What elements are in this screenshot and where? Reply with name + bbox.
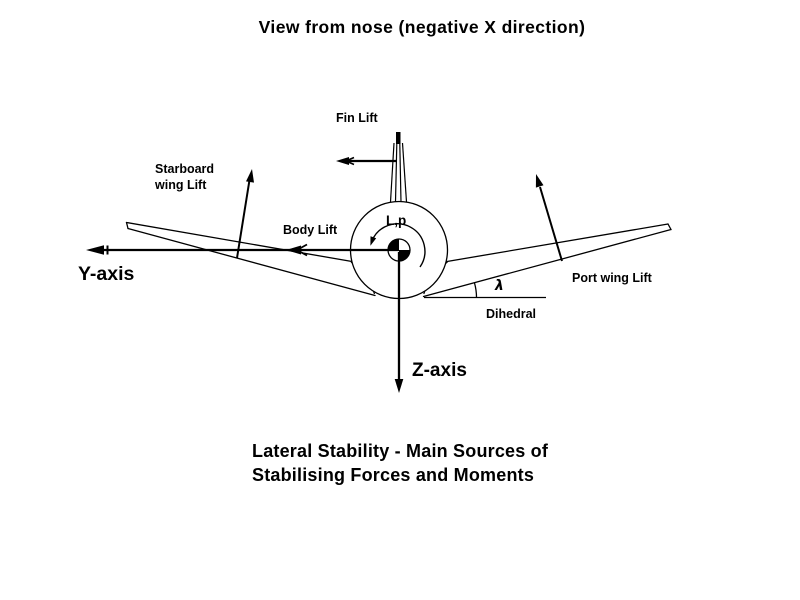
y-axis-label: Y-axis [78, 263, 135, 285]
vertical-fin [391, 132, 407, 202]
caption [252, 440, 548, 487]
rolling-moment-label: L,p [386, 213, 407, 228]
port-wing-lift-arrow [536, 174, 562, 261]
dihedral-label: Dihedral [486, 307, 537, 321]
body-lift-label: Body Lift [283, 223, 338, 237]
dihedral-angle-arc [475, 283, 477, 298]
fin-tip [396, 132, 401, 144]
fin-lift-arrow [336, 157, 397, 165]
dihedral-angle-symbol: λ [495, 278, 504, 294]
starboard-wing-lift-label [155, 161, 214, 193]
z-axis-label: Z-axis [412, 360, 467, 381]
starboard-wing-lift-label-line1: Starboard [155, 162, 215, 176]
y-axis-arrowhead [86, 245, 104, 254]
diagram-title: View from nose (negative X direction) [258, 17, 586, 37]
starboard-wing-lift-label-line2: wing Lift [155, 178, 207, 192]
caption-line2: Stabilising Forces and Moments [252, 464, 535, 485]
caption-line1: Lateral Stability - Main Sources of [252, 441, 549, 461]
starboard-wing [127, 223, 376, 296]
fin-lift-label: Fin Lift [336, 111, 378, 125]
port-wing-lift-label: Port wing Lift [572, 271, 652, 285]
